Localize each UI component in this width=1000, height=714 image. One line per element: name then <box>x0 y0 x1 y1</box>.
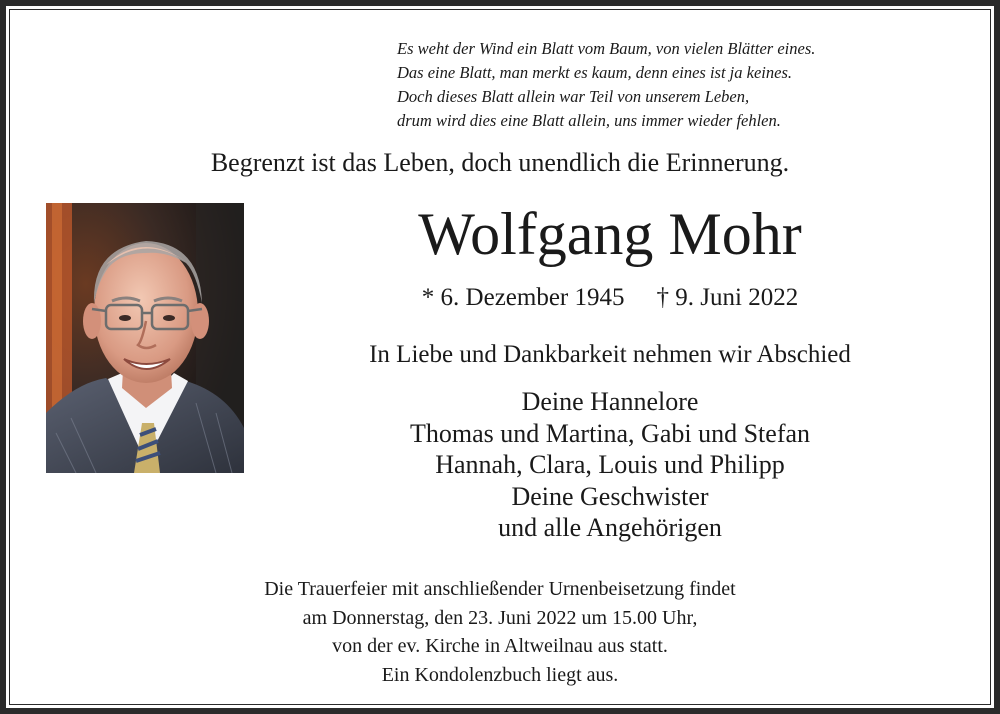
mourner-line: Deine Geschwister <box>511 481 709 511</box>
poem-line: drum wird dies eine Blatt allein, uns immer wieder fehlen. <box>397 111 781 130</box>
mourner-line: Deine Hannelore <box>521 387 699 416</box>
poem-line: Es weht der Wind ein Blatt vom Baum, von vielen Blätter eines. <box>397 39 816 58</box>
life-dates <box>360 284 860 312</box>
service-line: Ein Kondolenzbuch liegt aus. <box>381 663 619 686</box>
poem-line: Das eine Blatt, man merkt es kaum, denn eines ist ja keines. <box>397 63 792 82</box>
poem <box>397 37 957 133</box>
birth-date: * 6. Dezember 1945 <box>421 284 625 311</box>
service-line: von der ev. Kirche in Altweilnau aus statt. <box>332 635 668 657</box>
motto: Begrenzt ist das Leben, doch unendlich die Erinnerung. <box>210 148 790 177</box>
portrait-photo <box>46 203 244 473</box>
poem-line: Doch dieses Blatt allein war Teil von unserem Leben, <box>397 87 750 106</box>
mourner-line: und alle Angehörigen <box>498 513 722 542</box>
death-date: † 9. Juni 2022 <box>656 284 799 311</box>
mourner-line: Hannah, Clara, Louis und Philipp <box>435 450 785 479</box>
farewell-line: In Liebe und Dankbarkeit nehmen wir Abschied <box>369 341 851 368</box>
deceased-name: Wolfgang Mohr <box>418 201 802 267</box>
portrait-illustration <box>46 203 244 473</box>
service-info <box>0 575 1000 689</box>
service-line: am Donnerstag, den 23. Juni 2022 um 15.00 Uhr, <box>302 606 698 629</box>
mourners-list <box>270 386 950 544</box>
mourner-line: Thomas und Martina, Gabi und Stefan <box>409 418 811 448</box>
service-line: Die Trauerfeier mit anschließender Urnenbeisetzung findet <box>264 578 736 600</box>
